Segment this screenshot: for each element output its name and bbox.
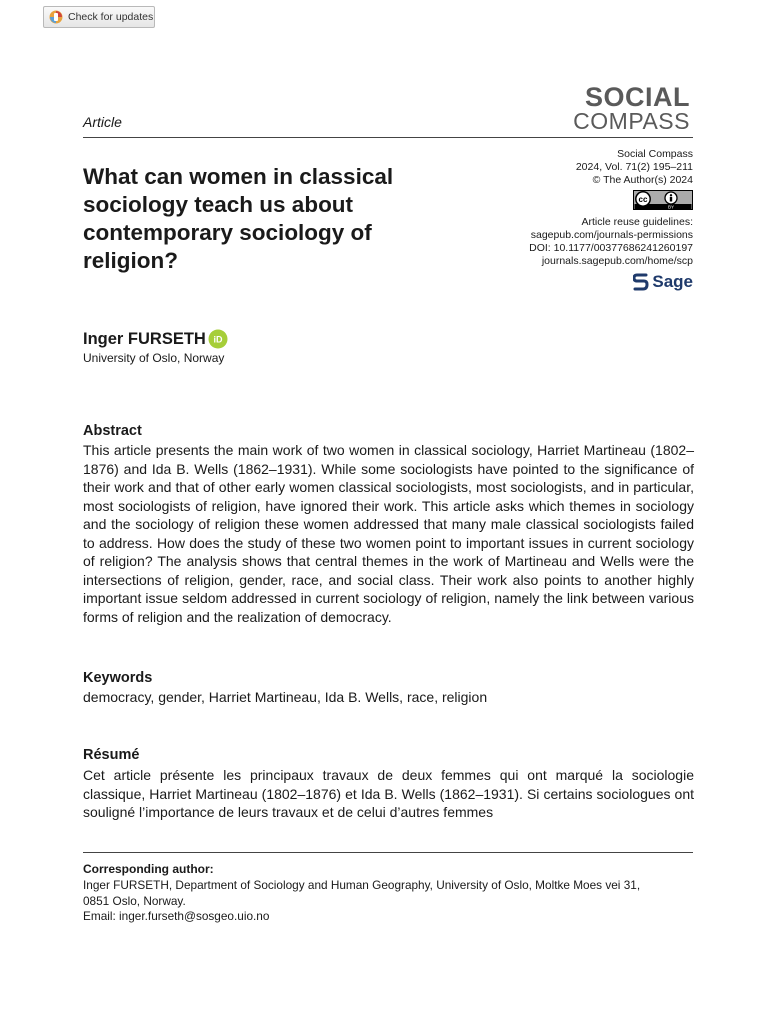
corresponding-author-city: 0851 Oslo, Norway. — [83, 893, 186, 908]
reuse-guidelines-label: Article reuse guidelines: — [581, 215, 693, 228]
author-name — [83, 329, 228, 349]
abstract-text: This article presents the main work of two women in classical sociology, Harriet Martineau (1802–1876) and Ida B. Wells (1862–1931). While some sociologists have pointed to the significance of their work and that of other early women classical sociologists, most sociologists, and in particular, most sociologists of religion, have ignored their work. This article asks which themes in sociology and the sociology of religion these women addressed that many male classical sociologists failed to address. How does the study of these two women point to important issues in current sociology of religion? The analysis shows that central themes in the work of Martineau and Wells were the intersections of religion, gender, race, and social class. Their work also points to another highly important issue seldom addressed in current sociology of religion, namely the link between various forms of religion and the realization of democracy. — [83, 442, 694, 625]
svg-text:cc: cc — [638, 194, 648, 204]
svg-text:BY: BY — [667, 204, 675, 210]
reuse-guidelines-link[interactable]: sagepub.com/journals-permissions — [530, 229, 693, 242]
article-metadata — [393, 148, 693, 295]
sage-s-icon — [633, 273, 649, 291]
keywords-list: democracy, gender, Harriet Martineau, Ida B. Wells, race, religion — [83, 689, 488, 705]
corresponding-author-heading: Corresponding author: — [83, 862, 214, 876]
sage-logo[interactable] — [633, 273, 693, 291]
corresponding-author-details — [83, 878, 703, 925]
cc-by-icon[interactable] — [633, 190, 693, 210]
author-name-text: Inger FURSETH — [83, 329, 206, 348]
corresponding-author-email[interactable]: Email: inger.furseth@sosgeo.uio.no — [83, 909, 270, 923]
journal-name: Social Compass — [617, 148, 693, 160]
orcid-icon[interactable] — [208, 329, 228, 349]
header-divider — [83, 137, 693, 138]
abstract-heading: Abstract — [83, 423, 142, 439]
footer-divider — [83, 852, 693, 853]
sage-logo-text: Sage — [652, 272, 693, 292]
article-title: What can women in classical sociology teach us about contemporary sociology of religion? — [83, 164, 394, 274]
crossmark-icon — [49, 10, 63, 24]
resume-heading: Résumé — [83, 747, 140, 763]
journal-logo — [573, 84, 690, 133]
corresponding-author-address: Inger FURSETH, Department of Sociology and Human Geography, University of Oslo, Moltke Moes vei 31, — [83, 878, 641, 892]
volume-info: 2024, Vol. 71(2) 195–211 — [575, 161, 693, 174]
journal-home-link[interactable]: journals.sagepub.com/home/scp — [541, 255, 693, 268]
check-for-updates-button[interactable] — [43, 6, 155, 28]
svg-text:iD: iD — [213, 334, 223, 345]
article-type: Article — [83, 114, 122, 130]
check-for-updates-label: Check for updates — [68, 11, 154, 23]
doi[interactable]: DOI: 10.1177/00377686241260197 — [529, 242, 693, 255]
journal-logo-line2: COMPASS — [573, 108, 690, 134]
keywords-heading: Keywords — [83, 670, 153, 686]
journal-logo-line1: SOCIAL — [584, 82, 690, 112]
copyright: © The Author(s) 2024 — [592, 174, 693, 187]
author-affiliation: University of Oslo, Norway — [83, 351, 225, 365]
resume-text: Cet article présente les principaux travaux de deux femmes qui ont marqué la sociologie classique, Harriet Martineau (1802–1876) et Ida B. Wells (1862–1931). Si certains sociologues ont souligné l’importance de leurs travaux et de celui d’autres femmes — [83, 767, 694, 820]
